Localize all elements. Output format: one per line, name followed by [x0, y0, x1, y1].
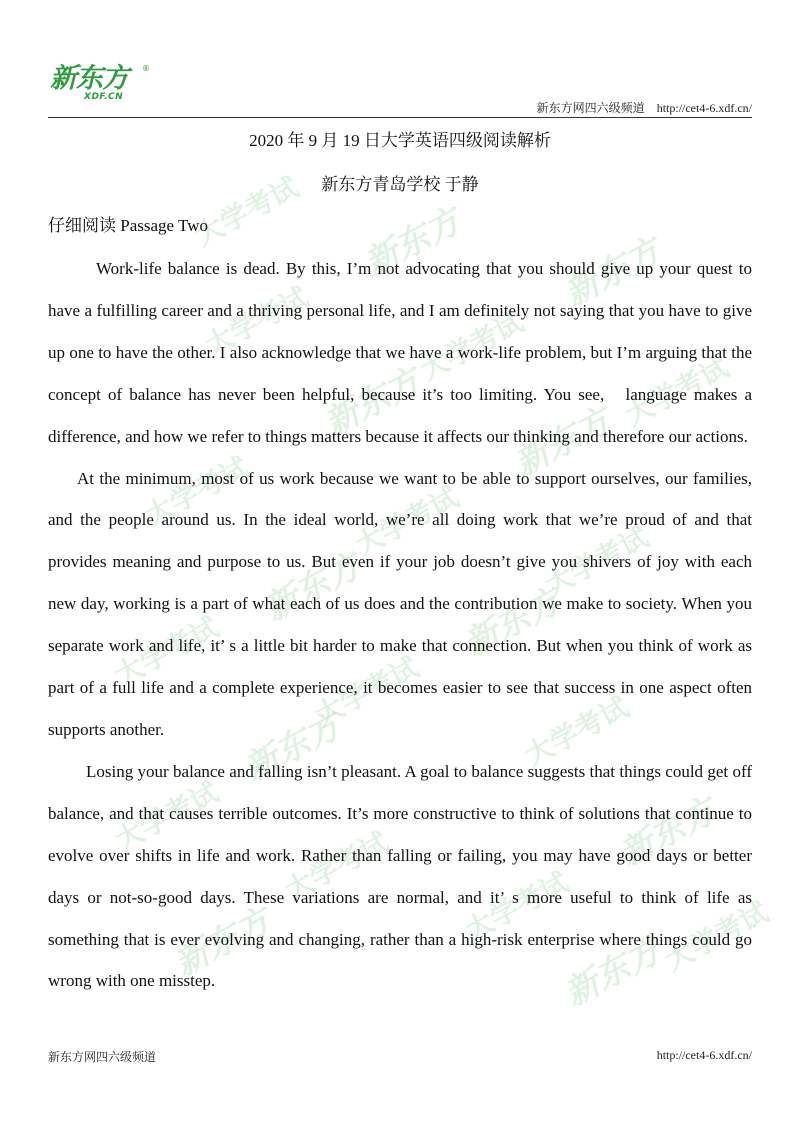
xdf-logo	[50, 64, 160, 108]
watermark-brand: 新东方	[458, 580, 568, 665]
passage-body	[48, 248, 752, 1002]
footer-url[interactable]: http://cet4-6.xdf.cn/	[656, 1048, 752, 1062]
watermark-exam: 大学考试	[279, 825, 394, 908]
watermark-exam: 大学考试	[539, 520, 654, 603]
paragraph: Losing your balance and falling isn’t pleasant. A goal to balance suggests that things could get off balance, and that causes terrible outcomes. It’s more constructive to think of solutions that continue to evolve over shifts in life and work. Rather than falling or failing, you may have good days or better days or not-so-good days. These variations are normal, and it’ s more useful to think of life as something that is ever evolving and changing, rather than a high-risk enterprise where things could go wrong with one misstep.	[48, 761, 752, 991]
watermark-exam: 大学考试	[349, 480, 464, 563]
watermark-exam: 大学考试	[189, 170, 304, 253]
watermark-brand: 新东方	[558, 230, 668, 315]
watermark-exam: 大学考试	[139, 450, 254, 533]
header-divider	[48, 117, 752, 118]
header-channel: 新东方网四六级频道	[536, 101, 645, 115]
watermark-exam: 大学考试	[459, 865, 574, 948]
watermark-brand: 新东方	[168, 900, 278, 985]
watermark-exam: 大学考试	[619, 350, 734, 433]
watermark-exam: 大学考试	[109, 610, 224, 693]
watermark-brand: 新东方	[358, 200, 468, 285]
watermark-brand: 新东方	[613, 790, 723, 875]
paragraph: At the minimum, most of us work because we want to be able to support ourselves, our families, and the people around us. In the ideal world, we’re all doing work that we’re proud of and that provides meaning and purpose to us. But even if your job doesn’t give you shivers of joy with each new day, working is a part of what each of us does and the contribution we make to society. When you separate work and life, it’ s a little bit harder to make that connection. But when you think of work as part of a full life and a complete experience, it becomes easier to see that success in one aspect often supports another.	[48, 468, 752, 739]
logo-subtext: XDF.CN	[84, 92, 124, 102]
watermark-exam: 大学考试	[659, 895, 774, 978]
watermark-brand: 新东方	[258, 545, 368, 630]
logo-registered-mark: ®	[142, 64, 150, 73]
watermark-exam: 大学考试	[309, 650, 424, 733]
watermark-exam: 大学考试	[199, 280, 314, 363]
paragraph: Work-life balance is dead. By this, I’m not advocating that you should give up your quest to have a fulfilling career and a thriving personal life, and I am definitely not saying that you have to give up one to have the other. I also acknowledge that we have a work-life problem, but I’m arguing that the concept of balance has never been helpful, because it’s too limiting. You see, language makes a difference, and how we refer to things matters because it affects our thinking and therefore our actions.	[48, 259, 752, 446]
page-title: 2020 年 9 月 19 日大学英语四级阅读解析	[249, 131, 551, 150]
header-info	[537, 99, 752, 116]
watermark-brand: 新东方	[508, 400, 618, 485]
watermark-exam: 大学考试	[109, 775, 224, 858]
watermark-brand: 新东方	[318, 360, 428, 445]
section-label: 仔细阅读 Passage Two	[48, 216, 208, 235]
watermark-brand: 新东方	[238, 705, 348, 790]
logo-text: 新东方	[50, 63, 128, 94]
watermark-brand: 新东方	[558, 930, 668, 1015]
header-url[interactable]: http://cet4-6.xdf.cn/	[656, 101, 752, 115]
author-line: 新东方青岛学校 于静	[321, 175, 479, 194]
watermark-exam: 大学考试	[414, 305, 529, 388]
footer-channel: 新东方网四六级频道	[48, 1050, 157, 1064]
watermark-exam: 大学考试	[519, 690, 634, 773]
